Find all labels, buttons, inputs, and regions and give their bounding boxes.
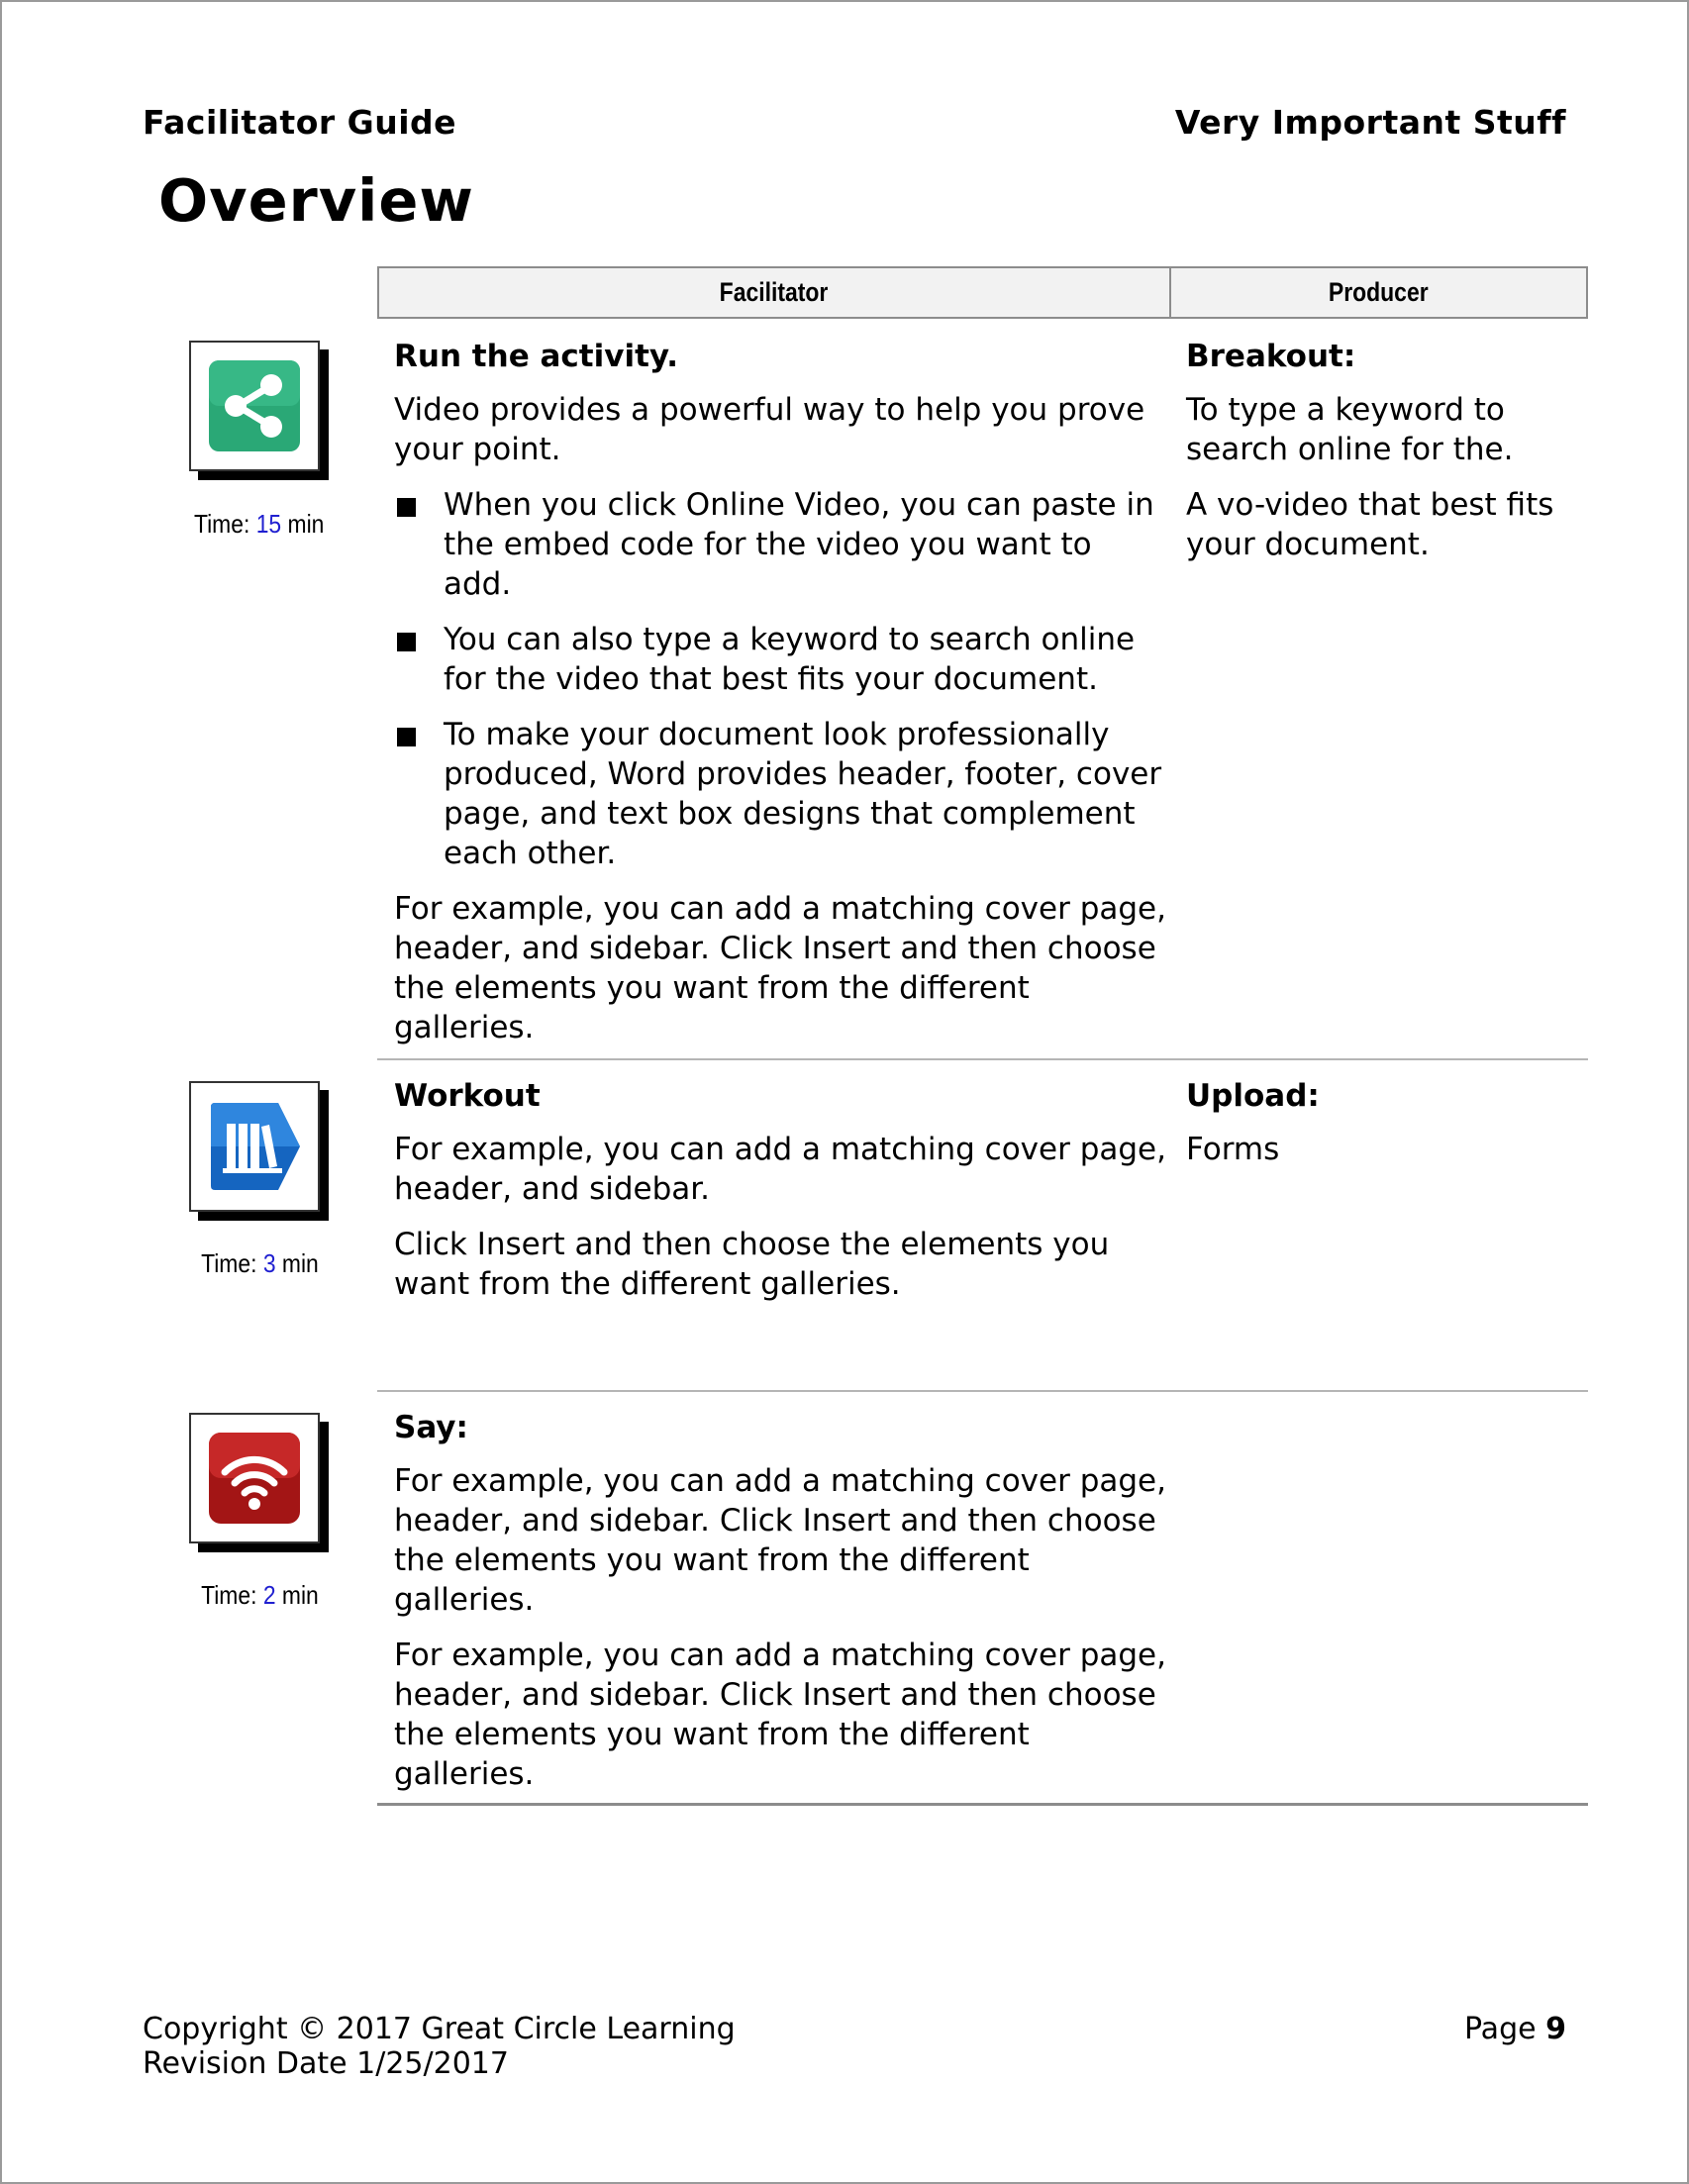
wifi-icon xyxy=(205,1429,304,1528)
header-guide-title: Facilitator Guide xyxy=(143,103,457,142)
cell-heading: Upload: xyxy=(1186,1078,1320,1114)
page-label: Page xyxy=(1463,2012,1537,2046)
cell-paragraph: For example, you can add a matching cover page, header, and sidebar. xyxy=(394,1132,1166,1207)
header-section-title: Very Important Stuff xyxy=(1174,103,1566,142)
cell-paragraph: For example, you can add a matching cover page, header, and sidebar. Click Insert and then choose the elements you want from the different galleries. xyxy=(394,1638,1166,1792)
producer-cell-upload xyxy=(1186,1076,1582,1185)
column-header-producer: Producer xyxy=(1169,266,1588,319)
cell-paragraph: Click Insert and then choose the elements you want from the different galleries. xyxy=(394,1227,1110,1302)
revision-date: Revision Date 1/25/2017 xyxy=(143,2046,509,2081)
cell-paragraph: Forms xyxy=(1186,1132,1280,1167)
cell-paragraph: Video provides a powerful way to help you prove your point. xyxy=(394,392,1145,467)
bullet-list xyxy=(394,485,1166,873)
cell-paragraph: For example, you can add a matching cover page, header, and sidebar. Click Insert and then choose the elements you want from the different galleries. xyxy=(394,891,1166,1045)
activity-icon-frame xyxy=(189,1413,320,1543)
activity-time: Time: 2 min xyxy=(200,1580,319,1610)
facilitator-cell-say xyxy=(394,1408,1166,1810)
facilitator-cell-run-activity xyxy=(394,337,1166,1063)
footer-copyright-block xyxy=(143,2012,736,2081)
copyright-text: Copyright © 2017 Great Circle Learning xyxy=(143,2012,736,2046)
library-books-icon xyxy=(205,1097,304,1196)
activity-icon-frame xyxy=(189,1081,320,1212)
cell-heading: Workout xyxy=(394,1078,541,1114)
cell-heading: Say: xyxy=(394,1410,468,1445)
cell-paragraph: A vo-video that best fits your document. xyxy=(1186,487,1554,562)
list-item: To make your document look professionally produced, Word provides header, footer, cover page, and text box designs that complement each other. xyxy=(394,715,1166,873)
activity-time: Time: 3 min xyxy=(200,1248,319,1278)
page-number-block xyxy=(1464,2012,1566,2046)
row-divider xyxy=(377,1058,1588,1060)
cell-heading: Run the activity. xyxy=(394,339,679,374)
facilitator-cell-workout xyxy=(394,1076,1166,1320)
cell-paragraph: For example, you can add a matching cover page, header, and sidebar. Click Insert and then choose the elements you want from the different galleries. xyxy=(394,1463,1166,1618)
producer-cell-breakout xyxy=(1186,337,1582,580)
activity-icon-frame xyxy=(189,341,320,471)
list-item: When you click Online Video, you can paste in the embed code for the video you want to add. xyxy=(394,485,1166,604)
activity-time: Time: 15 min xyxy=(194,509,325,539)
list-item: You can also type a keyword to search online for the video that best fits your document. xyxy=(394,620,1166,699)
cell-paragraph: To type a keyword to search online for the. xyxy=(1186,392,1514,467)
table-bottom-rule xyxy=(377,1803,1588,1806)
page-title: Overview xyxy=(158,166,474,235)
cell-heading: Breakout: xyxy=(1186,339,1356,374)
share-icon xyxy=(205,356,304,455)
page-number: 9 xyxy=(1545,2012,1566,2046)
column-header-facilitator: Facilitator xyxy=(377,266,1171,319)
row-divider xyxy=(377,1390,1588,1392)
